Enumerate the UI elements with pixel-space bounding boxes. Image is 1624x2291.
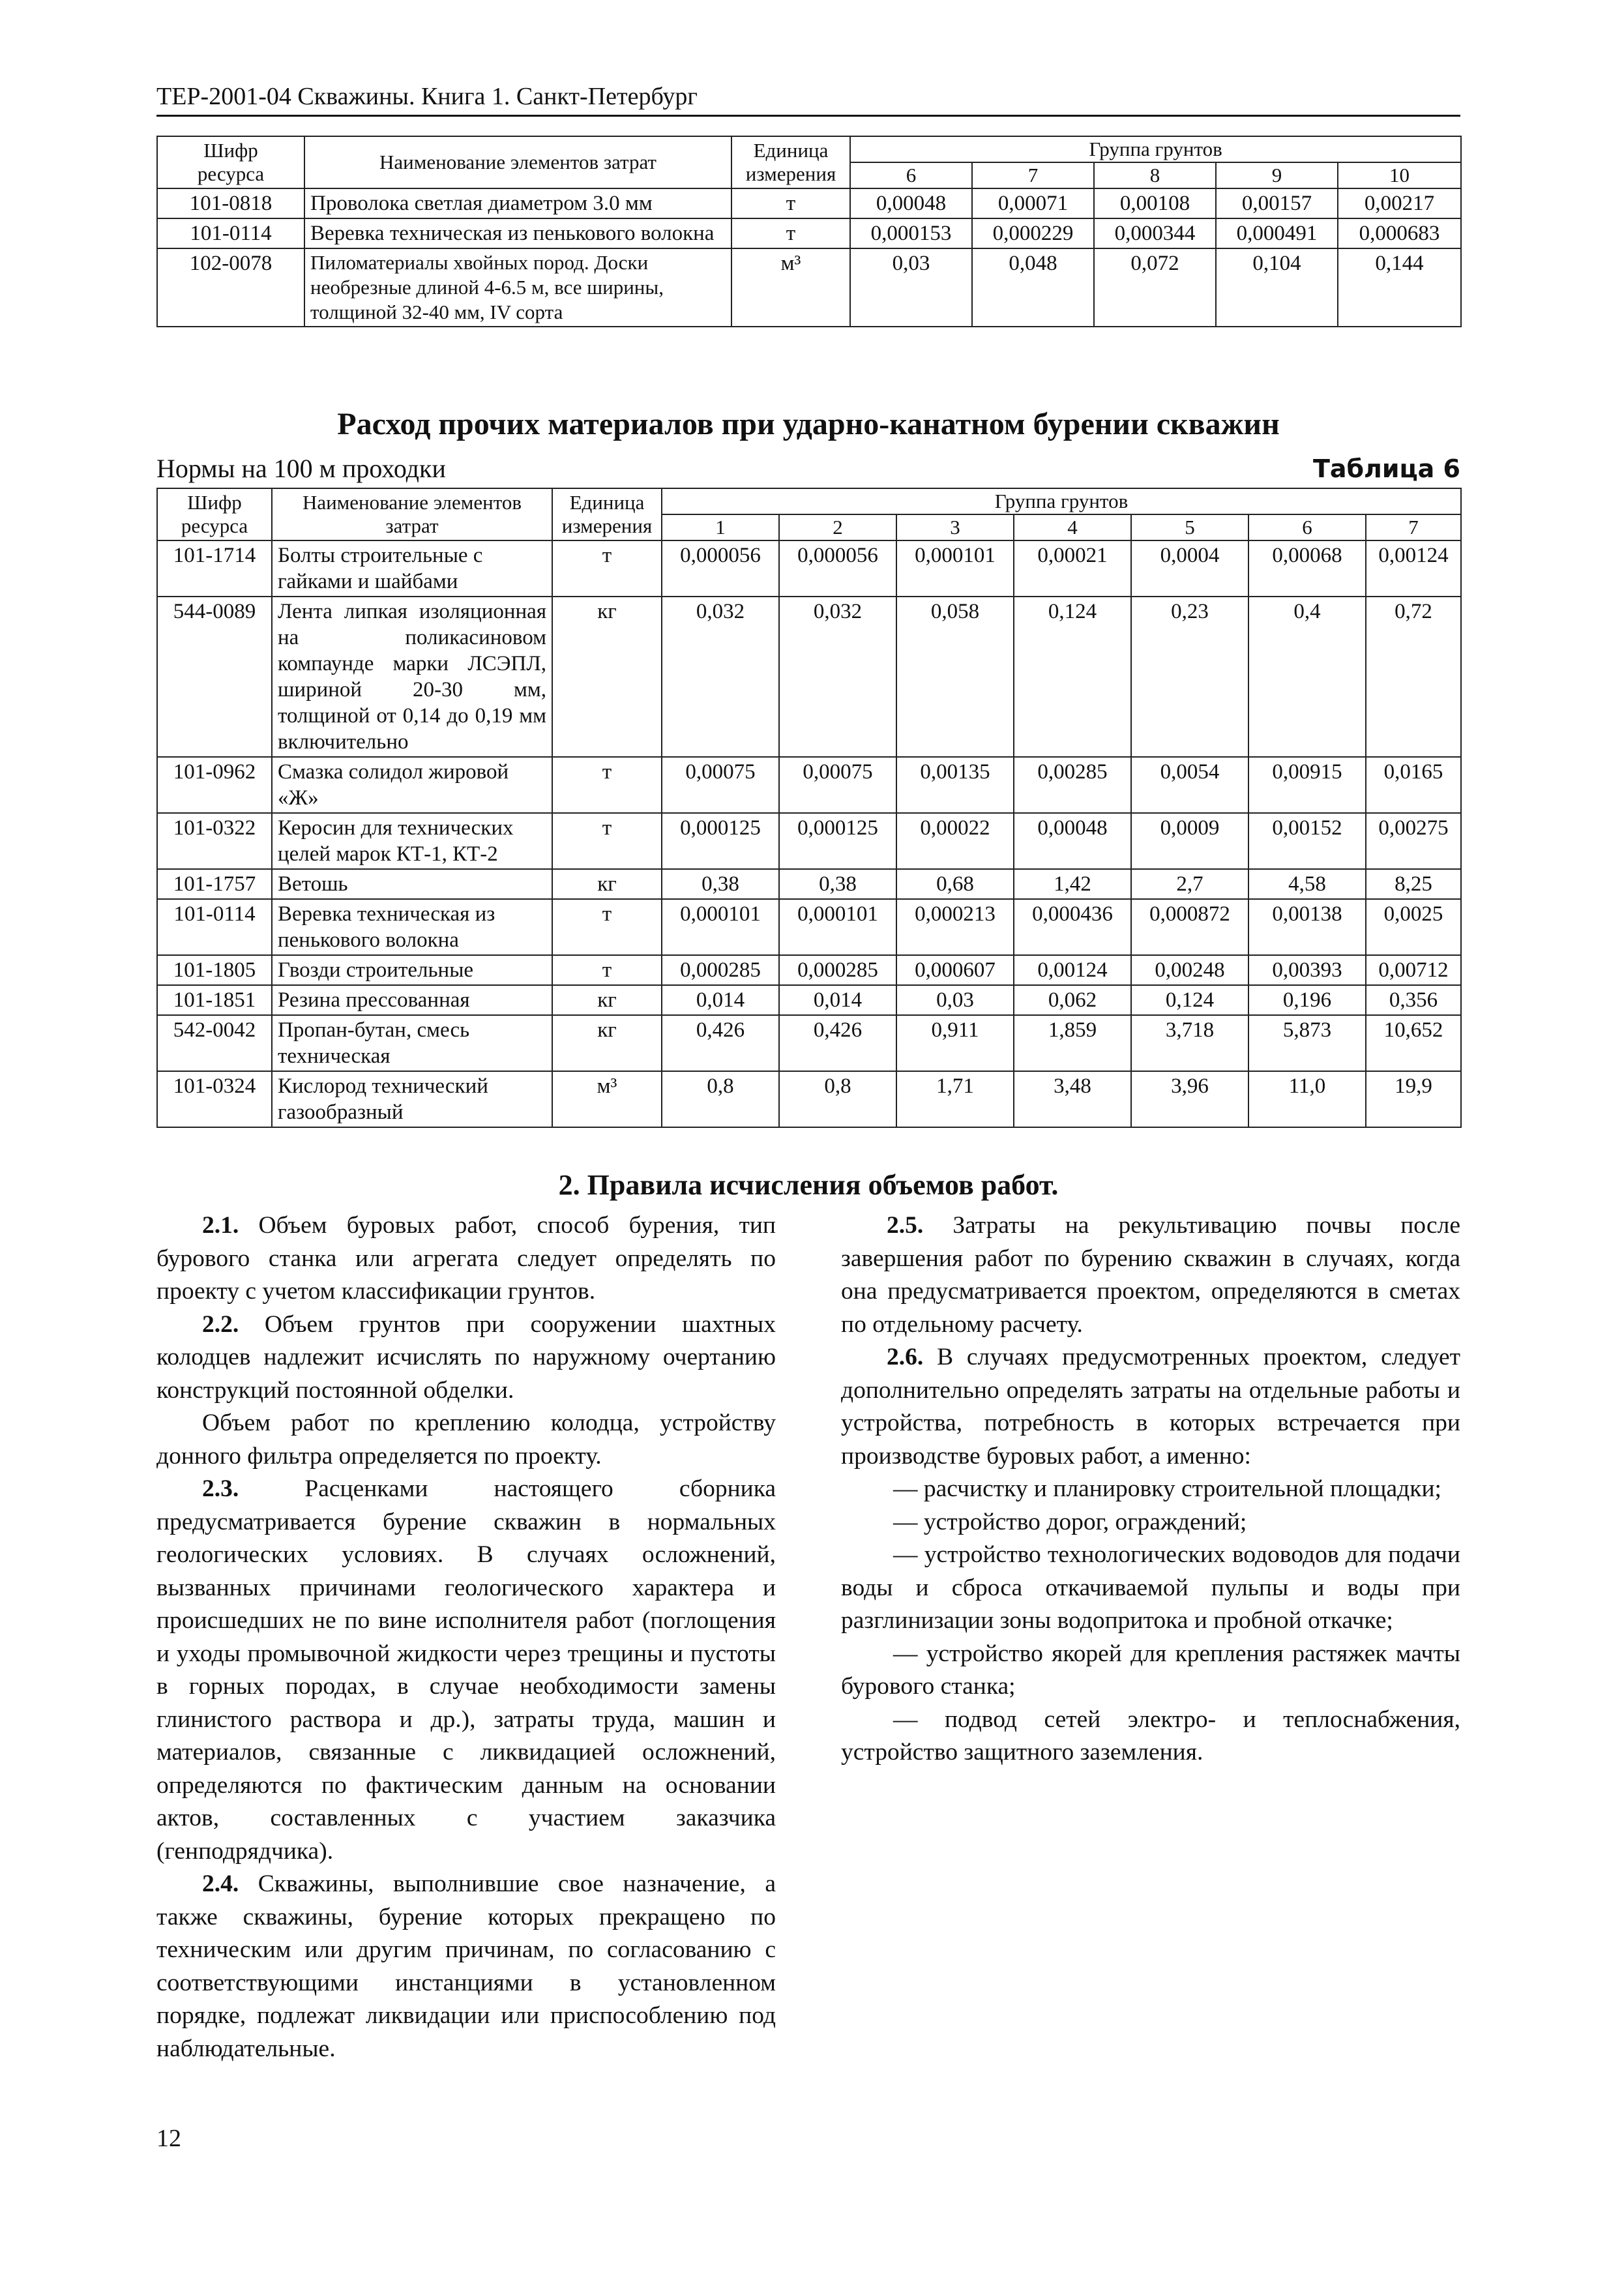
value-cell: 0,00248: [1131, 955, 1248, 985]
value-cell: 0,00022: [896, 813, 1014, 869]
value-cell: 4,58: [1248, 869, 1366, 899]
unit-cell: т: [552, 757, 662, 813]
unit-cell: т: [731, 218, 850, 248]
value-cell: 0,000285: [779, 955, 896, 985]
table-row: [157, 597, 1461, 757]
value-cell: 0,00152: [1248, 813, 1366, 869]
value-cell: 0,00048: [850, 188, 972, 218]
resource-code: 101-0322: [157, 813, 272, 869]
value-cell: 0,00124: [1014, 955, 1131, 985]
value-cell: 11,0: [1248, 1071, 1366, 1127]
list-item: — устройство технологических водоводов для подачи воды и сброса откачиваемой пульпы и воды при разглинизации зоны водопритока и пробной откачке;: [841, 1541, 1460, 1634]
header-group-number: 3: [896, 514, 1014, 540]
element-name: Лента липкая изоляционная на поликасиновом компаунде марки ЛСЭПЛ, шириной 20-30 мм, толщиной от 0,14 до 0,19 мм включительно: [272, 597, 552, 757]
unit-cell: кг: [552, 985, 662, 1015]
value-cell: 0,000101: [779, 899, 896, 955]
value-cell: 1,42: [1014, 869, 1131, 899]
paragraph-number: 2.3.: [202, 1475, 239, 1502]
unit-cell: т: [731, 188, 850, 218]
resource-code: 542-0042: [157, 1015, 272, 1071]
element-name: Проволока светлая диаметром 3.0 мм: [304, 188, 731, 218]
table-row: [157, 1015, 1461, 1071]
resource-code: 101-0114: [157, 899, 272, 955]
table-row: [157, 540, 1461, 597]
value-cell: 0,0165: [1366, 757, 1461, 813]
value-cell: 0,032: [662, 597, 779, 757]
table-row: [157, 869, 1461, 899]
element-name: Гвозди строительные: [272, 955, 552, 985]
header-group-number: 9: [1216, 162, 1338, 188]
header-group-number: 10: [1338, 162, 1461, 188]
value-cell: 0,058: [896, 597, 1014, 757]
value-cell: 0,00393: [1248, 955, 1366, 985]
header-group-number: 7: [972, 162, 1094, 188]
value-cell: 0,00068: [1248, 540, 1366, 597]
norms-line: [156, 452, 1460, 485]
value-cell: 3,718: [1131, 1015, 1248, 1071]
header-element-name: Наименование элементов затрат: [304, 136, 731, 188]
value-cell: 0,048: [972, 248, 1094, 327]
value-cell: 0,38: [779, 869, 896, 899]
value-cell: 0,000153: [850, 218, 972, 248]
unit-cell: т: [552, 540, 662, 597]
header-group-number: 8: [1094, 162, 1216, 188]
header-soil-group: Группа грунтов: [850, 136, 1461, 162]
value-cell: 0,000213: [896, 899, 1014, 955]
value-cell: 0,00075: [662, 757, 779, 813]
value-cell: 0,014: [779, 985, 896, 1015]
header-group-number: 6: [850, 162, 972, 188]
element-name: Пиломатериалы хвойных пород. Доски необрезные длиной 4-6.5 м, все ширины, толщиной 32-40 мм, IV сорта: [304, 248, 731, 327]
paragraph-number: 2.2.: [202, 1310, 239, 1338]
paragraph: [156, 1308, 776, 1408]
paragraph-text: Объем грунтов при сооружении шахтных колодцев надлежит исчислять по наружному очертанию конструкций постоянной обделки.: [156, 1310, 776, 1404]
unit-cell: кг: [552, 597, 662, 757]
value-cell: 0,000101: [662, 899, 779, 955]
paragraph-text: В случаях предусмотренных проектом, следует дополнительно определять затраты на отдельные работы и устройства, потребность в которых встречается при производстве буровых работ, а именно:: [841, 1344, 1460, 1470]
value-cell: 0,426: [779, 1015, 896, 1071]
text-column-right: [841, 1209, 1460, 1769]
value-cell: 0,4: [1248, 597, 1366, 757]
paragraph-number: 2.4.: [202, 1870, 239, 1897]
element-name: Веревка техническая из пенькового волокна: [272, 899, 552, 955]
table-row: [157, 757, 1461, 813]
value-cell: 0,000285: [662, 955, 779, 985]
materials-table: [156, 488, 1462, 1128]
value-cell: 0,000125: [779, 813, 896, 869]
unit-cell: т: [552, 955, 662, 985]
value-cell: 0,426: [662, 1015, 779, 1071]
paragraph-number: 2.1.: [202, 1212, 239, 1239]
value-cell: 0,00021: [1014, 540, 1131, 597]
value-cell: 1,71: [896, 1071, 1014, 1127]
value-cell: 0,00285: [1014, 757, 1131, 813]
value-cell: 0,196: [1248, 985, 1366, 1015]
value-cell: 0,000872: [1131, 899, 1248, 955]
table-number: Таблица 6: [1312, 454, 1460, 483]
list-item: — расчистку и планировку строительной площадки;: [893, 1475, 1441, 1502]
value-cell: 0,72: [1366, 597, 1461, 757]
value-cell: 0,0004: [1131, 540, 1248, 597]
value-cell: 0,00108: [1094, 188, 1216, 218]
value-cell: 19,9: [1366, 1071, 1461, 1127]
value-cell: 0,0009: [1131, 813, 1248, 869]
header-resource-code: Шифр ресурса: [157, 488, 272, 540]
element-name: Ветошь: [272, 869, 552, 899]
value-cell: 3,48: [1014, 1071, 1131, 1127]
value-cell: 0,03: [896, 985, 1014, 1015]
header-group-number: 5: [1131, 514, 1248, 540]
resource-code: 101-0818: [157, 188, 304, 218]
norms-caption: Нормы на 100 м проходки: [156, 454, 446, 483]
resource-code: 101-1805: [157, 955, 272, 985]
value-cell: 0,00157: [1216, 188, 1338, 218]
resource-table-continued: [156, 136, 1462, 327]
value-cell: 0,03: [850, 248, 972, 327]
paragraph: [841, 1341, 1460, 1473]
unit-cell: кг: [552, 1015, 662, 1071]
value-cell: 0,68: [896, 869, 1014, 899]
table-row: [157, 1071, 1461, 1127]
header-group-number: 4: [1014, 514, 1131, 540]
header-group-number: 7: [1366, 514, 1461, 540]
paragraph: [156, 1473, 776, 1868]
table-row: [157, 955, 1461, 985]
value-cell: 0,014: [662, 985, 779, 1015]
value-cell: 0,000056: [662, 540, 779, 597]
value-cell: 0,000101: [896, 540, 1014, 597]
value-cell: 10,652: [1366, 1015, 1461, 1071]
value-cell: 0,0054: [1131, 757, 1248, 813]
header-unit: Единица измерения: [552, 488, 662, 540]
list-item: — устройство якорей для крепления растяжек мачты бурового станка;: [841, 1640, 1460, 1700]
resource-code: 101-0324: [157, 1071, 272, 1127]
text-column-left: [156, 1209, 776, 2065]
element-name: Керосин для технических целей марок КТ-1, КТ-2: [272, 813, 552, 869]
value-cell: 0,8: [662, 1071, 779, 1127]
unit-cell: т: [552, 813, 662, 869]
value-cell: 0,000344: [1094, 218, 1216, 248]
value-cell: 0,00915: [1248, 757, 1366, 813]
value-cell: 0,911: [896, 1015, 1014, 1071]
value-cell: 1,859: [1014, 1015, 1131, 1071]
value-cell: 0,00712: [1366, 955, 1461, 985]
unit-cell: м³: [552, 1071, 662, 1127]
table-row: [157, 813, 1461, 869]
value-cell: 3,96: [1131, 1071, 1248, 1127]
paragraph-text: Расценками настоящего сборника предусматривается бурение скважин в нормальных геологических условиях. В случаях осложнений, вызванных причинами геологического характера и происшедших не по вине исполнителя работ (поглощения и уходы промывочной жидкости через трещины и пустоты в горных породах, в случае необходимости замены глинистого раствора и др.), затраты труда, машин и материалов, связанные с ликвидацией осложнений, определяются по фактическим данным на основании актов, составленных с участием заказчика (генподрядчика).: [156, 1475, 776, 1865]
paragraph-text: Скважины, выполнившие свое назначение, а также скважины, бурение которых прекращено по техническим или другим причинам, по согласованию с соответствующими инстанциями в установленном порядке, подлежат ликвидации или приспособлению под наблюдательные.: [156, 1870, 776, 2062]
header-resource-code: Шифр ресурса: [157, 136, 304, 188]
table-row: [157, 218, 1461, 248]
value-cell: 5,873: [1248, 1015, 1366, 1071]
value-cell: 0,00138: [1248, 899, 1366, 955]
paragraph: [156, 1209, 776, 1308]
value-cell: 0,00048: [1014, 813, 1131, 869]
paragraph-text: Объем буровых работ, способ бурения, тип бурового станка или агрегата следует определять по проекту с учетом классификации грунтов.: [156, 1212, 776, 1305]
resource-code: 102-0078: [157, 248, 304, 327]
paragraph: [156, 1407, 776, 1473]
value-cell: 0,23: [1131, 597, 1248, 757]
value-cell: 8,25: [1366, 869, 1461, 899]
value-cell: 2,7: [1131, 869, 1248, 899]
value-cell: 0,000683: [1338, 218, 1461, 248]
element-name: Веревка техническая из пенькового волокна: [304, 218, 731, 248]
value-cell: 0,144: [1338, 248, 1461, 327]
paragraph-text: Затраты на рекультивацию почвы после завершения работ по бурению скважин в случаях, когда она предусматривается проектом, определяются в сметах по отдельному расчету.: [841, 1212, 1460, 1338]
value-cell: 0,000491: [1216, 218, 1338, 248]
value-cell: 0,00135: [896, 757, 1014, 813]
value-cell: 0,356: [1366, 985, 1461, 1015]
table-row: [157, 188, 1461, 218]
resource-code: 101-1757: [157, 869, 272, 899]
paragraph-number: 2.5.: [887, 1212, 924, 1239]
resource-code: 101-1851: [157, 985, 272, 1015]
table6-title: Расход прочих материалов при ударно-канатном бурении скважин: [337, 407, 1280, 441]
table-row: [157, 899, 1461, 955]
value-cell: 0,00217: [1338, 188, 1461, 218]
value-cell: 0,124: [1014, 597, 1131, 757]
element-name: Кислород технический газообразный: [272, 1071, 552, 1127]
running-header: ТЕР-2001-04 Скважины. Книга 1. Санкт-Петербург: [156, 81, 1460, 117]
header-group-number: 2: [779, 514, 896, 540]
resource-code: 101-0962: [157, 757, 272, 813]
value-cell: 0,000436: [1014, 899, 1131, 955]
element-name: Резина прессованная: [272, 985, 552, 1015]
value-cell: 0,000125: [662, 813, 779, 869]
header-group-number: 6: [1248, 514, 1366, 540]
value-cell: 0,124: [1131, 985, 1248, 1015]
value-cell: 0,000056: [779, 540, 896, 597]
unit-cell: т: [552, 899, 662, 955]
table-row: [157, 985, 1461, 1015]
paragraph: [156, 1868, 776, 2065]
value-cell: 0,000607: [896, 955, 1014, 985]
header-group-number: 1: [662, 514, 779, 540]
unit-cell: м³: [731, 248, 850, 327]
element-name: Смазка солидол жировой «Ж»: [272, 757, 552, 813]
value-cell: 0,000229: [972, 218, 1094, 248]
paragraph-number: 2.6.: [887, 1344, 924, 1370]
value-cell: 0,00124: [1366, 540, 1461, 597]
unit-cell: кг: [552, 869, 662, 899]
page-number: 12: [156, 2125, 181, 2152]
header-soil-group: Группа грунтов: [662, 488, 1461, 514]
resource-code: 544-0089: [157, 597, 272, 757]
header-element-name: Наименование элементов затрат: [272, 488, 552, 540]
header-unit: Единица измерения: [731, 136, 850, 188]
value-cell: 0,00071: [972, 188, 1094, 218]
list-item: — устройство дорог, ограждений;: [893, 1508, 1247, 1535]
element-name: Болты строительные с гайками и шайбами: [272, 540, 552, 597]
value-cell: 0,072: [1094, 248, 1216, 327]
value-cell: 0,00275: [1366, 813, 1461, 869]
section-title: 2. Правила исчисления объемов работ.: [558, 1169, 1059, 1201]
resource-code: 101-0114: [157, 218, 304, 248]
element-name: Пропан-бутан, смесь техническая: [272, 1015, 552, 1071]
resource-code: 101-1714: [157, 540, 272, 597]
paragraph-text: Объем работ по креплению колодца, устройству донного фильтра определяется по проекту.: [156, 1410, 776, 1470]
value-cell: 0,062: [1014, 985, 1131, 1015]
value-cell: 0,0025: [1366, 899, 1461, 955]
value-cell: 0,032: [779, 597, 896, 757]
value-cell: 0,38: [662, 869, 779, 899]
list-item: — подвод сетей электро- и теплоснабжения, устройство защитного заземления.: [841, 1706, 1460, 1766]
value-cell: 0,104: [1216, 248, 1338, 327]
table-row: [157, 248, 1461, 327]
value-cell: 0,8: [779, 1071, 896, 1127]
paragraph: [841, 1209, 1460, 1341]
value-cell: 0,00075: [779, 757, 896, 813]
